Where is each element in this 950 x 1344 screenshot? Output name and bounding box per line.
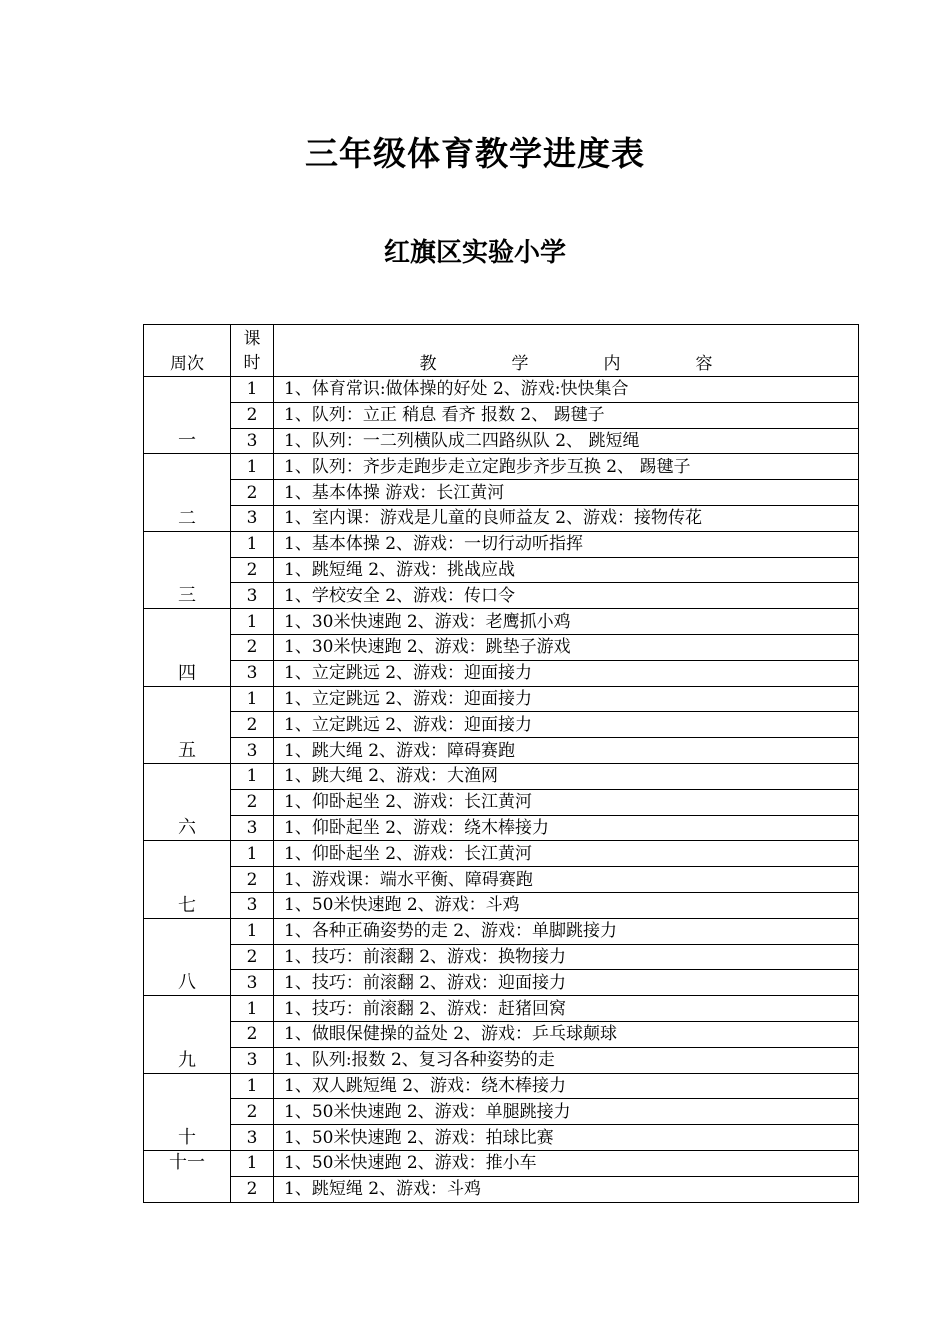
week-label: 五 xyxy=(144,686,231,763)
table-row xyxy=(144,660,859,686)
table-row xyxy=(144,815,859,841)
lesson-number: 2 xyxy=(231,402,274,428)
lesson-number: 1 xyxy=(231,763,274,789)
lesson-number: 1 xyxy=(231,454,274,480)
header-row xyxy=(144,325,859,377)
page-title: 三年级体育教学进度表 xyxy=(305,134,645,173)
lesson-content: 1、体育常识:做体操的好处 2、游戏:快快集合 xyxy=(274,377,859,403)
header-content-char: 内 xyxy=(603,354,621,374)
lesson-number: 2 xyxy=(231,557,274,583)
lesson-number: 1 xyxy=(231,1073,274,1099)
table-row xyxy=(144,996,859,1022)
lesson-number: 1 xyxy=(231,531,274,557)
lesson-content: 1、立定跳远 2、游戏：迎面接力 xyxy=(274,712,859,738)
lesson-content: 1、30米快速跑 2、游戏：老鹰抓小鸡 xyxy=(274,609,859,635)
lesson-number: 3 xyxy=(231,815,274,841)
lesson-number: 2 xyxy=(231,480,274,506)
lesson-number: 2 xyxy=(231,789,274,815)
lesson-number: 1 xyxy=(231,686,274,712)
lesson-number: 2 xyxy=(231,867,274,893)
table-row xyxy=(144,867,859,893)
week-label: 八 xyxy=(144,918,231,995)
lesson-number: 2 xyxy=(231,944,274,970)
lesson-content: 1、立定跳远 2、游戏：迎面接力 xyxy=(274,660,859,686)
lesson-number: 1 xyxy=(231,609,274,635)
table-row xyxy=(144,454,859,480)
table-row xyxy=(144,583,859,609)
header-content-char: 容 xyxy=(695,354,713,374)
table-row xyxy=(144,789,859,815)
lesson-number: 1 xyxy=(231,918,274,944)
lesson-content: 1、游戏课：端水平衡、障碍赛跑 xyxy=(274,867,859,893)
table-row xyxy=(144,634,859,660)
lesson-content: 1、50米快速跑 2、游戏：拍球比赛 xyxy=(274,1125,859,1151)
lesson-number: 3 xyxy=(231,738,274,764)
lesson-number: 3 xyxy=(231,1125,274,1151)
lesson-content: 1、各种正确姿势的走 2、游戏：单脚跳接力 xyxy=(274,918,859,944)
table-row xyxy=(144,609,859,635)
week-label: 十一 xyxy=(144,1150,231,1202)
lesson-content: 1、基本体操 游戏：长江黄河 xyxy=(274,480,859,506)
week-label: 三 xyxy=(144,531,231,608)
header-content-char: 学 xyxy=(511,354,529,374)
table-row xyxy=(144,763,859,789)
lesson-content: 1、跳大绳 2、游戏：大渔网 xyxy=(274,763,859,789)
table-row xyxy=(144,1176,859,1202)
lesson-content: 1、队列:报数 2、复习各种姿势的走 xyxy=(274,1047,859,1073)
lesson-number: 1 xyxy=(231,996,274,1022)
table-row xyxy=(144,1021,859,1047)
lesson-number: 2 xyxy=(231,1021,274,1047)
lesson-content: 1、室内课：游戏是儿童的良师益友 2、游戏：接物传花 xyxy=(274,505,859,531)
week-label: 二 xyxy=(144,454,231,531)
lesson-content: 1、30米快速跑 2、游戏：跳垫子游戏 xyxy=(274,634,859,660)
table-row xyxy=(144,712,859,738)
lesson-content: 1、做眼保健操的益处 2、游戏：乒乓球颠球 xyxy=(274,1021,859,1047)
lesson-number: 3 xyxy=(231,505,274,531)
lesson-content: 1、技巧：前滚翻 2、游戏：换物接力 xyxy=(274,944,859,970)
lesson-number: 3 xyxy=(231,428,274,454)
week-label: 四 xyxy=(144,609,231,686)
lesson-number: 3 xyxy=(231,892,274,918)
table-row xyxy=(144,557,859,583)
table-row xyxy=(144,1150,859,1176)
table-row xyxy=(144,1047,859,1073)
lesson-content: 1、50米快速跑 2、游戏：单腿跳接力 xyxy=(274,1099,859,1125)
lesson-number: 2 xyxy=(231,1176,274,1202)
lesson-content: 1、仰卧起坐 2、游戏：长江黄河 xyxy=(274,789,859,815)
week-label: 九 xyxy=(144,996,231,1073)
table-row xyxy=(144,892,859,918)
lesson-content: 1、技巧：前滚翻 2、游戏：赶猪回窝 xyxy=(274,996,859,1022)
table-row xyxy=(144,1073,859,1099)
lesson-content: 1、仰卧起坐 2、游戏：长江黄河 xyxy=(274,841,859,867)
lesson-content: 1、队列：立正 稍息 看齐 报数 2、 踢毽子 xyxy=(274,402,859,428)
lesson-number: 3 xyxy=(231,1047,274,1073)
lesson-content: 1、队列：齐步走跑步走立定跑步齐步互换 2、 踢毽子 xyxy=(274,454,859,480)
school-name: 红旗区实验小学 xyxy=(383,238,566,268)
lesson-number: 3 xyxy=(231,583,274,609)
header-lesson-bottom: 时 xyxy=(243,352,261,373)
lesson-content: 1、队列：一二列横队成二四路纵队 2、 跳短绳 xyxy=(274,428,859,454)
lesson-content: 1、50米快速跑 2、游戏：斗鸡 xyxy=(274,892,859,918)
week-label: 一 xyxy=(144,377,231,454)
table-row xyxy=(144,1099,859,1125)
header-content-char: 教 xyxy=(419,354,437,374)
lesson-number: 2 xyxy=(231,1099,274,1125)
table-row xyxy=(144,402,859,428)
lesson-content: 1、跳短绳 2、游戏：斗鸡 xyxy=(274,1176,859,1202)
table-row xyxy=(144,531,859,557)
lesson-content: 1、跳短绳 2、游戏：挑战应战 xyxy=(274,557,859,583)
table-row xyxy=(144,377,859,403)
week-label: 七 xyxy=(144,841,231,918)
lesson-number: 1 xyxy=(231,841,274,867)
table-row xyxy=(144,480,859,506)
table-row xyxy=(144,1125,859,1151)
header-lesson xyxy=(231,325,274,377)
lesson-content: 1、学校安全 2、游戏：传口令 xyxy=(274,583,859,609)
header-content xyxy=(274,325,859,377)
table-row xyxy=(144,944,859,970)
header-lesson-top: 课 xyxy=(243,328,261,349)
table-row xyxy=(144,686,859,712)
lesson-number: 1 xyxy=(231,377,274,403)
table-row xyxy=(144,970,859,996)
week-label: 十 xyxy=(144,1073,231,1150)
lesson-content: 1、跳大绳 2、游戏：障碍赛跑 xyxy=(274,738,859,764)
table-row xyxy=(144,841,859,867)
lesson-content: 1、双人跳短绳 2、游戏：绕木棒接力 xyxy=(274,1073,859,1099)
week-label: 六 xyxy=(144,763,231,840)
lesson-number: 2 xyxy=(231,712,274,738)
table-row xyxy=(144,738,859,764)
lesson-number: 2 xyxy=(231,634,274,660)
schedule-table xyxy=(143,324,859,1203)
lesson-number: 3 xyxy=(231,970,274,996)
lesson-number: 1 xyxy=(231,1150,274,1176)
lesson-content: 1、基本体操 2、游戏：一切行动听指挥 xyxy=(274,531,859,557)
table-row xyxy=(144,918,859,944)
lesson-content: 1、技巧：前滚翻 2、游戏：迎面接力 xyxy=(274,970,859,996)
table-row xyxy=(144,428,859,454)
lesson-content: 1、立定跳远 2、游戏：迎面接力 xyxy=(274,686,859,712)
lesson-content: 1、50米快速跑 2、游戏：推小车 xyxy=(274,1150,859,1176)
lesson-number: 3 xyxy=(231,660,274,686)
header-week: 周次 xyxy=(144,325,231,377)
lesson-content: 1、仰卧起坐 2、游戏：绕木棒接力 xyxy=(274,815,859,841)
table-row xyxy=(144,505,859,531)
